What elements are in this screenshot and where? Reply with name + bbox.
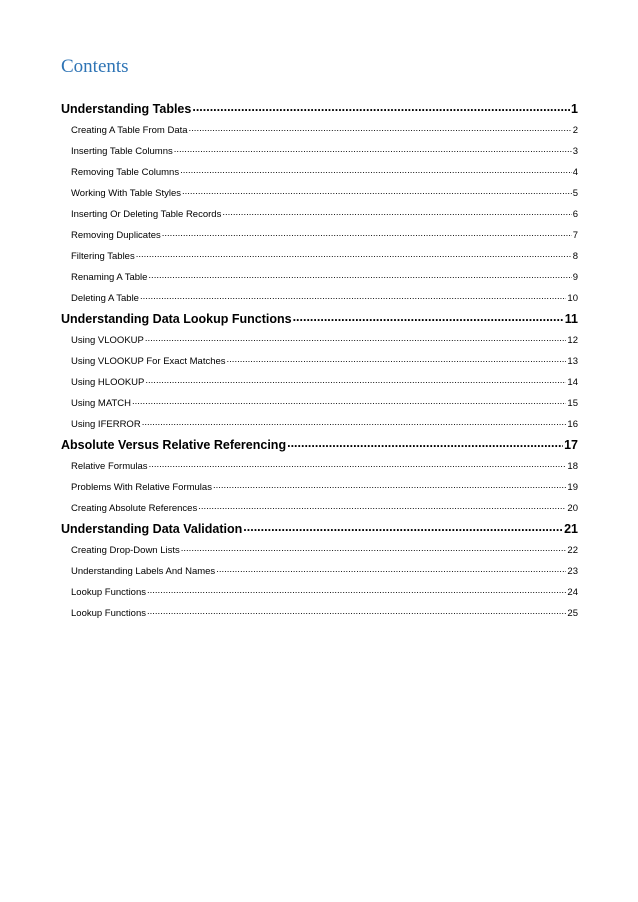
toc-entry-title: Using HLOOKUP bbox=[71, 377, 145, 388]
dot-leader bbox=[227, 354, 567, 364]
toc-subsection-entry[interactable] bbox=[61, 120, 578, 141]
toc-entry-page-number: 25 bbox=[567, 608, 578, 619]
toc-section-entry[interactable] bbox=[61, 519, 578, 540]
toc-subsection-entry[interactable] bbox=[61, 603, 578, 624]
dot-leader bbox=[162, 228, 572, 238]
toc-entry-title: Deleting A Table bbox=[71, 293, 139, 304]
toc-entry-title: Inserting Or Deleting Table Records bbox=[71, 209, 222, 220]
toc-entry-page-number: 7 bbox=[572, 230, 578, 241]
toc-entry-title: Using VLOOKUP For Exact Matches bbox=[71, 356, 226, 367]
dot-leader bbox=[293, 311, 564, 323]
dot-leader bbox=[182, 186, 572, 196]
toc-entry-page-number: 11 bbox=[564, 312, 578, 326]
dot-leader bbox=[132, 396, 566, 406]
toc-entry-page-number: 24 bbox=[567, 587, 578, 598]
toc-entry-page-number: 4 bbox=[572, 167, 578, 178]
toc-subsection-entry[interactable] bbox=[61, 204, 578, 225]
toc-entry-page-number: 16 bbox=[567, 419, 578, 430]
toc-entry-page-number: 5 bbox=[572, 188, 578, 199]
toc-entry-page-number: 13 bbox=[567, 356, 578, 367]
toc-subsection-entry[interactable] bbox=[61, 183, 578, 204]
toc-entry-title: Understanding Data Validation bbox=[61, 522, 243, 536]
dot-leader bbox=[136, 249, 572, 259]
toc-subsection-entry[interactable] bbox=[61, 372, 578, 393]
toc-entry-title: Lookup Functions bbox=[71, 587, 146, 598]
toc-subsection-entry[interactable] bbox=[61, 288, 578, 309]
toc-subsection-entry[interactable] bbox=[61, 456, 578, 477]
toc-entry-page-number: 3 bbox=[572, 146, 578, 157]
toc-section-entry[interactable] bbox=[61, 309, 578, 330]
toc-entry-title: Filtering Tables bbox=[71, 251, 135, 262]
toc-entry-title: Lookup Functions bbox=[71, 608, 146, 619]
toc-entry-page-number: 18 bbox=[567, 461, 578, 472]
dot-leader bbox=[148, 270, 571, 280]
dot-leader bbox=[243, 521, 563, 533]
toc-entry-title: Creating A Table From Data bbox=[71, 125, 188, 136]
toc-entry-title: Using MATCH bbox=[71, 398, 131, 409]
toc-subsection-entry[interactable] bbox=[61, 141, 578, 162]
toc-section-entry[interactable] bbox=[61, 99, 578, 120]
toc-entry-title: Understanding Tables bbox=[61, 102, 192, 116]
dot-leader bbox=[145, 333, 567, 343]
toc-entry-title: Understanding Data Lookup Functions bbox=[61, 312, 292, 326]
toc-entry-title: Relative Formulas bbox=[71, 461, 148, 472]
dot-leader bbox=[145, 375, 566, 385]
toc-subsection-entry[interactable] bbox=[61, 477, 578, 498]
toc-subsection-entry[interactable] bbox=[61, 225, 578, 246]
toc-entry-title: Problems With Relative Formulas bbox=[71, 482, 212, 493]
dot-leader bbox=[216, 564, 566, 574]
dot-leader bbox=[181, 543, 567, 553]
dot-leader bbox=[192, 101, 570, 113]
dot-leader bbox=[142, 417, 567, 427]
toc-entry-title: Creating Drop-Down Lists bbox=[71, 545, 180, 556]
toc-entry-page-number: 14 bbox=[567, 377, 578, 388]
toc-entry-page-number: 20 bbox=[567, 503, 578, 514]
dot-leader bbox=[149, 459, 567, 469]
toc-subsection-entry[interactable] bbox=[61, 267, 578, 288]
toc-heading: Contents bbox=[61, 56, 129, 77]
toc-entry-title: Renaming A Table bbox=[71, 272, 148, 283]
toc-entry-page-number: 23 bbox=[567, 566, 578, 577]
dot-leader bbox=[180, 165, 572, 175]
toc-subsection-entry[interactable] bbox=[61, 330, 578, 351]
toc-subsection-entry[interactable] bbox=[61, 582, 578, 603]
dot-leader bbox=[147, 606, 566, 616]
toc-entry-page-number: 2 bbox=[572, 125, 578, 136]
dot-leader bbox=[189, 123, 572, 133]
toc-entry-page-number: 12 bbox=[567, 335, 578, 346]
toc-entry-title: Removing Table Columns bbox=[71, 167, 180, 178]
toc-subsection-entry[interactable] bbox=[61, 246, 578, 267]
toc-entry-title: Working With Table Styles bbox=[71, 188, 181, 199]
toc-entry-page-number: 9 bbox=[572, 272, 578, 283]
dot-leader bbox=[222, 207, 571, 217]
toc-entry-title: Absolute Versus Relative Referencing bbox=[61, 438, 287, 452]
toc-entry-page-number: 22 bbox=[567, 545, 578, 556]
dot-leader bbox=[198, 501, 566, 511]
toc-subsection-entry[interactable] bbox=[61, 162, 578, 183]
toc-subsection-entry[interactable] bbox=[61, 414, 578, 435]
toc-entry-title: Understanding Labels And Names bbox=[71, 566, 216, 577]
toc-subsection-entry[interactable] bbox=[61, 540, 578, 561]
toc-subsection-entry[interactable] bbox=[61, 561, 578, 582]
toc-entry-page-number: 8 bbox=[572, 251, 578, 262]
toc-subsection-entry[interactable] bbox=[61, 351, 578, 372]
toc-subsection-entry[interactable] bbox=[61, 393, 578, 414]
toc-section-entry[interactable] bbox=[61, 435, 578, 456]
dot-leader bbox=[213, 480, 566, 490]
toc-entry-title: Using VLOOKUP bbox=[71, 335, 144, 346]
dot-leader bbox=[174, 144, 572, 154]
dot-leader bbox=[287, 437, 563, 449]
dot-leader bbox=[140, 291, 566, 301]
toc-entry-page-number: 21 bbox=[564, 522, 578, 536]
toc-entry-page-number: 15 bbox=[567, 398, 578, 409]
toc-entry-title: Creating Absolute References bbox=[71, 503, 198, 514]
toc-entry-page-number: 19 bbox=[567, 482, 578, 493]
toc-entry-page-number: 10 bbox=[567, 293, 578, 304]
toc-subsection-entry[interactable] bbox=[61, 498, 578, 519]
toc-entry-title: Inserting Table Columns bbox=[71, 146, 173, 157]
toc-entry-page-number: 6 bbox=[572, 209, 578, 220]
toc-entry-title: Using IFERROR bbox=[71, 419, 141, 430]
toc-entry-page-number: 17 bbox=[564, 438, 578, 452]
dot-leader bbox=[147, 585, 566, 595]
toc-entry-title: Removing Duplicates bbox=[71, 230, 161, 241]
table-of-contents bbox=[61, 99, 578, 624]
toc-entry-page-number: 1 bbox=[571, 102, 578, 116]
